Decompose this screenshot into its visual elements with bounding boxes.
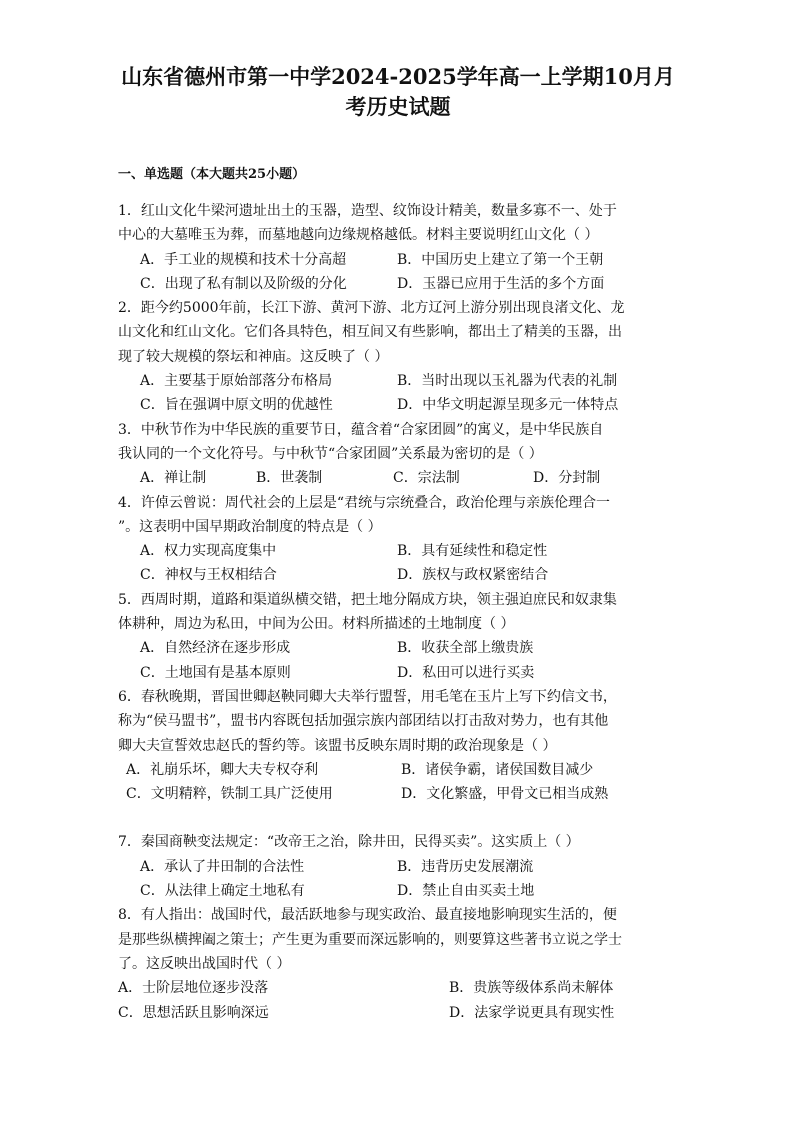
options (118, 636, 678, 685)
question-5 (118, 588, 678, 685)
options (118, 976, 678, 1025)
option-d: D．玉器已应用于生活的多个方面 (397, 275, 605, 292)
option-c: C．宗法制 (393, 470, 460, 487)
option-a: A．承认了井田制的合法性 (140, 858, 305, 875)
options (118, 539, 678, 588)
option-b: B．违背历史发展潮流 (397, 858, 534, 875)
options (118, 466, 678, 490)
options (118, 369, 678, 418)
title-line-1: 山东省德州市第一中学2024-2025学年高一上学期10月月 (121, 64, 675, 89)
option-d: D．中华文明起源呈现多元一体特点 (397, 397, 619, 414)
question-text: 8．有人指出：战国时代，最活跃地参与现实政治、最直接地影响现实生活的，便 (118, 907, 617, 924)
question-text: 2．距今约5000年前，长江下游、黄河下游、北方辽河上游分别出现良渚文化、龙 (118, 300, 625, 317)
question-6 (118, 685, 678, 806)
option-c: C．思想活跃且影响深远 (118, 1004, 269, 1021)
option-b: B．中国历史上建立了第一个王朝 (397, 251, 604, 268)
question-text: 山文化和红山文化。它们各具特色，相互间又有些影响，都出土了精美的玉器，出 (118, 324, 622, 341)
question-text: 了。这反映出战国时代（ ） (118, 955, 291, 972)
question-text: 我认同的一个文化符号。与中秋节“合家团圆”关系最为密切的是（ ） (118, 445, 543, 462)
option-d: D．禁止自由买卖土地 (397, 883, 535, 900)
question-text: 4．许倬云曾说：周代社会的上层是“君统与宗统叠合，政治伦理与亲族伦理合一 (118, 494, 611, 511)
options (118, 248, 678, 297)
option-c: C．旨在强调中原文明的优越性 (140, 397, 333, 414)
option-d: D．族权与政权紧密结合 (397, 567, 549, 584)
question-text: 中心的大墓唯玉为葬，而墓地越向边缘规格越低。材料主要说明红山文化（ ） (118, 227, 599, 244)
option-b: B．具有延续性和稳定性 (397, 543, 548, 560)
question-3 (118, 418, 678, 491)
option-b: B．世袭制 (256, 470, 323, 487)
question-text: 称为“侯马盟书”，盟书内容既包括加强宗族内部团结以打击敌对势力，也有其他 (118, 713, 609, 730)
option-a: A．权力实现高度集中 (140, 543, 277, 560)
option-a: A．礼崩乐坏，卿大夫专权夺利 (126, 761, 319, 778)
option-b: B．收获全部上缴贵族 (397, 640, 534, 657)
question-text: 是那些纵横捭阖之策士；产生更为重要而深远影响的，则要算这些著书立说之学士 (118, 931, 622, 948)
question-text: 现了较大规模的祭坛和神庙。这反映了（ ） (118, 348, 389, 365)
spacer (118, 806, 678, 830)
question-text: ”。这表明中国早期政治制度的特点是（ ） (118, 518, 382, 535)
option-a: A．手工业的规模和技术十分高超 (140, 251, 347, 268)
option-c: C．从法律上确定土地私有 (140, 883, 305, 900)
question-text: 卿大夫宣誓效忠赵氏的誓约等。该盟书反映东周时期的政治现象是（ ） (118, 737, 557, 754)
question-text: 7．秦国商鞅变法规定：“改帝王之治，除井田，民得买卖”。这实质上（ ） (118, 834, 580, 851)
title-line-2: 考历史试题 (345, 94, 451, 119)
option-c: C．文明精粹，铁制工具广泛使用 (126, 786, 333, 803)
question-text: 1．红山文化牛梁河遗址出土的玉器，造型、纹饰设计精美，数量多寡不一、处于 (118, 203, 617, 219)
section-heading: 一、单选题（本大题共25小题） (118, 167, 306, 182)
question-text: 6．春秋晚期，晋国世卿赵鞅同卿大夫举行盟誓，用毛笔在玉片上写下约信文书， (118, 688, 617, 705)
option-a: A．士阶层地位逐步没落 (118, 980, 269, 997)
option-b: B．诸侯争霸，诸侯国数目减少 (401, 761, 594, 778)
question-2 (118, 296, 678, 417)
option-c: C．土地国有是基本原则 (140, 664, 291, 681)
question-7 (118, 830, 678, 903)
question-1 (118, 199, 678, 296)
option-c: C．出现了私有制以及阶级的分化 (140, 275, 347, 292)
exam-title (118, 62, 678, 122)
option-b: B．当时出现以玉礼器为代表的礼制 (397, 373, 618, 390)
options (118, 855, 678, 904)
option-d: D．法家学说更具有现实性 (449, 1004, 615, 1021)
option-a: A．主要基于原始部落分布格局 (140, 373, 333, 390)
option-a: A．自然经济在逐步形成 (140, 640, 291, 657)
question-text: 5．西周时期，道路和渠道纵横交错，把土地分隔成方块，领主强迫庶民和奴隶集 (118, 591, 617, 608)
option-d: D．文化繁盛，甲骨文已相当成熟 (401, 786, 609, 803)
question-8 (118, 903, 678, 1024)
question-4 (118, 491, 678, 588)
question-text: 3．中秋节作为中华民族的重要节日，蕴含着“合家团圆”的寓义，是中华民族自 (118, 421, 604, 438)
option-d: D．私田可以进行买卖 (397, 664, 535, 681)
option-b: B．贵族等级体系尚未解体 (449, 980, 614, 997)
question-text: 体耕种，周边为私田，中间为公田。材料所描述的土地制度（ ） (118, 616, 515, 633)
option-a: A．禅让制 (140, 470, 207, 487)
option-d: D．分封制 (533, 470, 601, 487)
options (118, 758, 678, 807)
option-c: C．神权与王权相结合 (140, 567, 277, 584)
